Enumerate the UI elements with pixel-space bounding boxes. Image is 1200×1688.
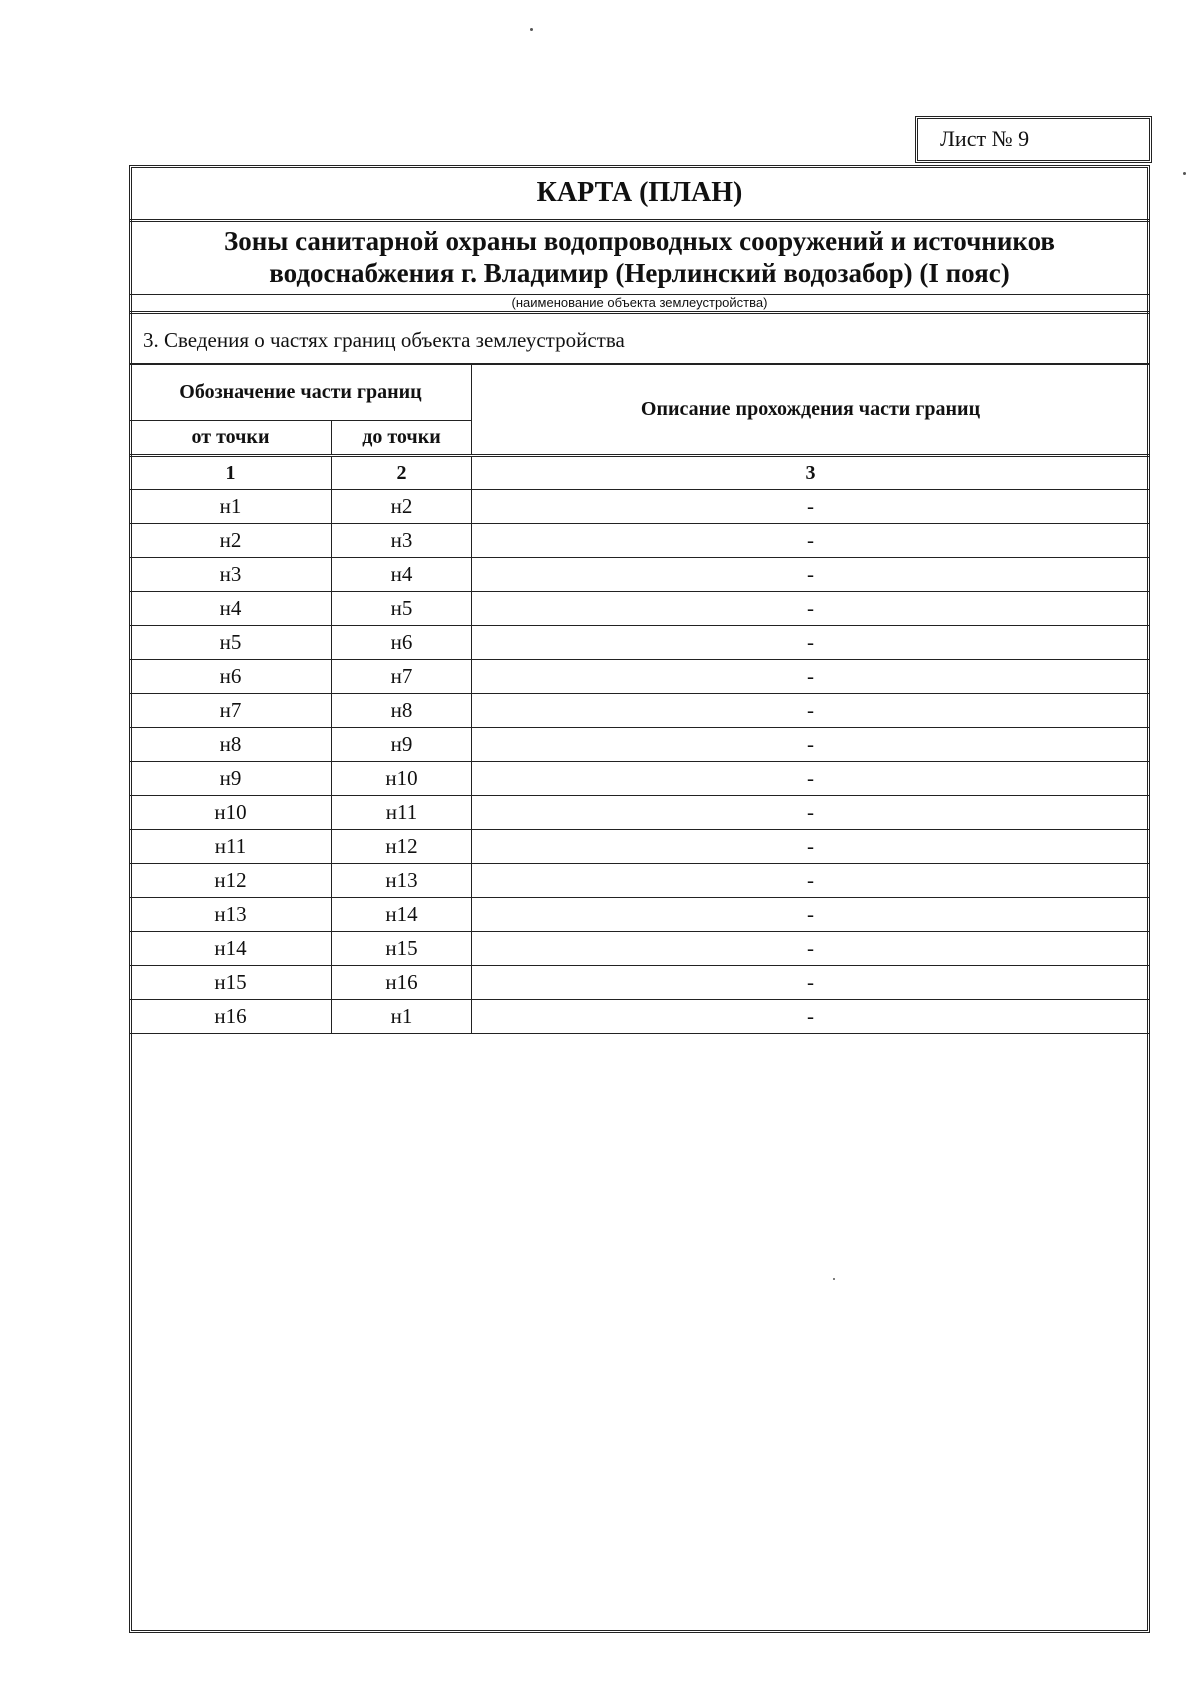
table-row bbox=[130, 864, 1150, 898]
description-cell: - bbox=[472, 1000, 1150, 1034]
column-number-2: 2 bbox=[332, 456, 472, 490]
from-point-cell: н13 bbox=[130, 898, 332, 932]
table-row bbox=[130, 966, 1150, 1000]
scan-speck bbox=[833, 1278, 835, 1280]
header-from-point: от точки bbox=[130, 421, 332, 456]
from-point-cell: н4 bbox=[130, 592, 332, 626]
to-point-cell: н2 bbox=[332, 490, 472, 524]
description-cell: - bbox=[472, 932, 1150, 966]
table-row bbox=[130, 762, 1150, 796]
from-point-cell: н12 bbox=[130, 864, 332, 898]
description-cell: - bbox=[472, 898, 1150, 932]
table-row bbox=[130, 558, 1150, 592]
table-body bbox=[130, 490, 1150, 1034]
header-boundary-designation: Обозначение части границ bbox=[130, 365, 472, 421]
to-point-cell: н7 bbox=[332, 660, 472, 694]
from-point-cell: н8 bbox=[130, 728, 332, 762]
to-point-cell: н6 bbox=[332, 626, 472, 660]
to-point-cell: н13 bbox=[332, 864, 472, 898]
table-row bbox=[130, 694, 1150, 728]
description-cell: - bbox=[472, 728, 1150, 762]
from-point-cell: н11 bbox=[130, 830, 332, 864]
to-point-cell: н12 bbox=[332, 830, 472, 864]
header-to-point: до точки bbox=[332, 421, 472, 456]
description-cell: - bbox=[472, 694, 1150, 728]
table-row bbox=[130, 728, 1150, 762]
from-point-cell: н10 bbox=[130, 796, 332, 830]
to-point-cell: н9 bbox=[332, 728, 472, 762]
table-row bbox=[130, 830, 1150, 864]
to-point-cell: н14 bbox=[332, 898, 472, 932]
from-point-cell: н14 bbox=[130, 932, 332, 966]
header-description: Описание прохождения части границ bbox=[472, 365, 1150, 456]
description-cell: - bbox=[472, 660, 1150, 694]
to-point-cell: н3 bbox=[332, 524, 472, 558]
object-name-line-1: Зоны санитарной охраны водопроводных сооружений и источников bbox=[223, 226, 1056, 256]
from-point-cell: н3 bbox=[130, 558, 332, 592]
description-cell: - bbox=[472, 762, 1150, 796]
to-point-cell: н16 bbox=[332, 966, 472, 1000]
from-point-cell: н2 bbox=[130, 524, 332, 558]
to-point-cell: н8 bbox=[332, 694, 472, 728]
from-point-cell: н9 bbox=[130, 762, 332, 796]
table-row bbox=[130, 490, 1150, 524]
table-row bbox=[130, 796, 1150, 830]
to-point-cell: н1 bbox=[332, 1000, 472, 1034]
column-number-3: 3 bbox=[472, 456, 1150, 490]
table-row bbox=[130, 626, 1150, 660]
description-cell: - bbox=[472, 796, 1150, 830]
to-point-cell: н11 bbox=[332, 796, 472, 830]
object-name-caption: (наименование объекта землеустройства) bbox=[129, 295, 1150, 314]
from-point-cell: н6 bbox=[130, 660, 332, 694]
object-name-line-2: водоснабжения г. Владимир (Нерлинский водозабор) (I пояс) bbox=[269, 258, 1010, 288]
table-row bbox=[130, 898, 1150, 932]
boundary-parts-table bbox=[129, 364, 1150, 1034]
table-row bbox=[130, 524, 1150, 558]
from-point-cell: н16 bbox=[130, 1000, 332, 1034]
from-point-cell: н7 bbox=[130, 694, 332, 728]
description-cell: - bbox=[472, 558, 1150, 592]
description-cell: - bbox=[472, 490, 1150, 524]
to-point-cell: н4 bbox=[332, 558, 472, 592]
to-point-cell: н10 bbox=[332, 762, 472, 796]
to-point-cell: н5 bbox=[332, 592, 472, 626]
description-cell: - bbox=[472, 592, 1150, 626]
from-point-cell: н15 bbox=[130, 966, 332, 1000]
page-title: КАРТА (ПЛАН) bbox=[129, 165, 1150, 222]
table-row bbox=[130, 592, 1150, 626]
scan-speck bbox=[530, 28, 533, 31]
to-point-cell: н15 bbox=[332, 932, 472, 966]
section-heading: 3. Сведения о частях границ объекта землеустройства bbox=[129, 314, 1150, 364]
description-cell: - bbox=[472, 626, 1150, 660]
scan-speck bbox=[1183, 172, 1186, 175]
description-cell: - bbox=[472, 524, 1150, 558]
table-row bbox=[130, 1000, 1150, 1034]
table-row bbox=[130, 932, 1150, 966]
description-cell: - bbox=[472, 966, 1150, 1000]
object-name bbox=[129, 222, 1150, 295]
from-point-cell: н1 bbox=[130, 490, 332, 524]
description-cell: - bbox=[472, 864, 1150, 898]
sheet-number: Лист № 9 bbox=[940, 126, 1030, 151]
from-point-cell: н5 bbox=[130, 626, 332, 660]
column-number-1: 1 bbox=[130, 456, 332, 490]
description-cell: - bbox=[472, 830, 1150, 864]
table-row bbox=[130, 660, 1150, 694]
